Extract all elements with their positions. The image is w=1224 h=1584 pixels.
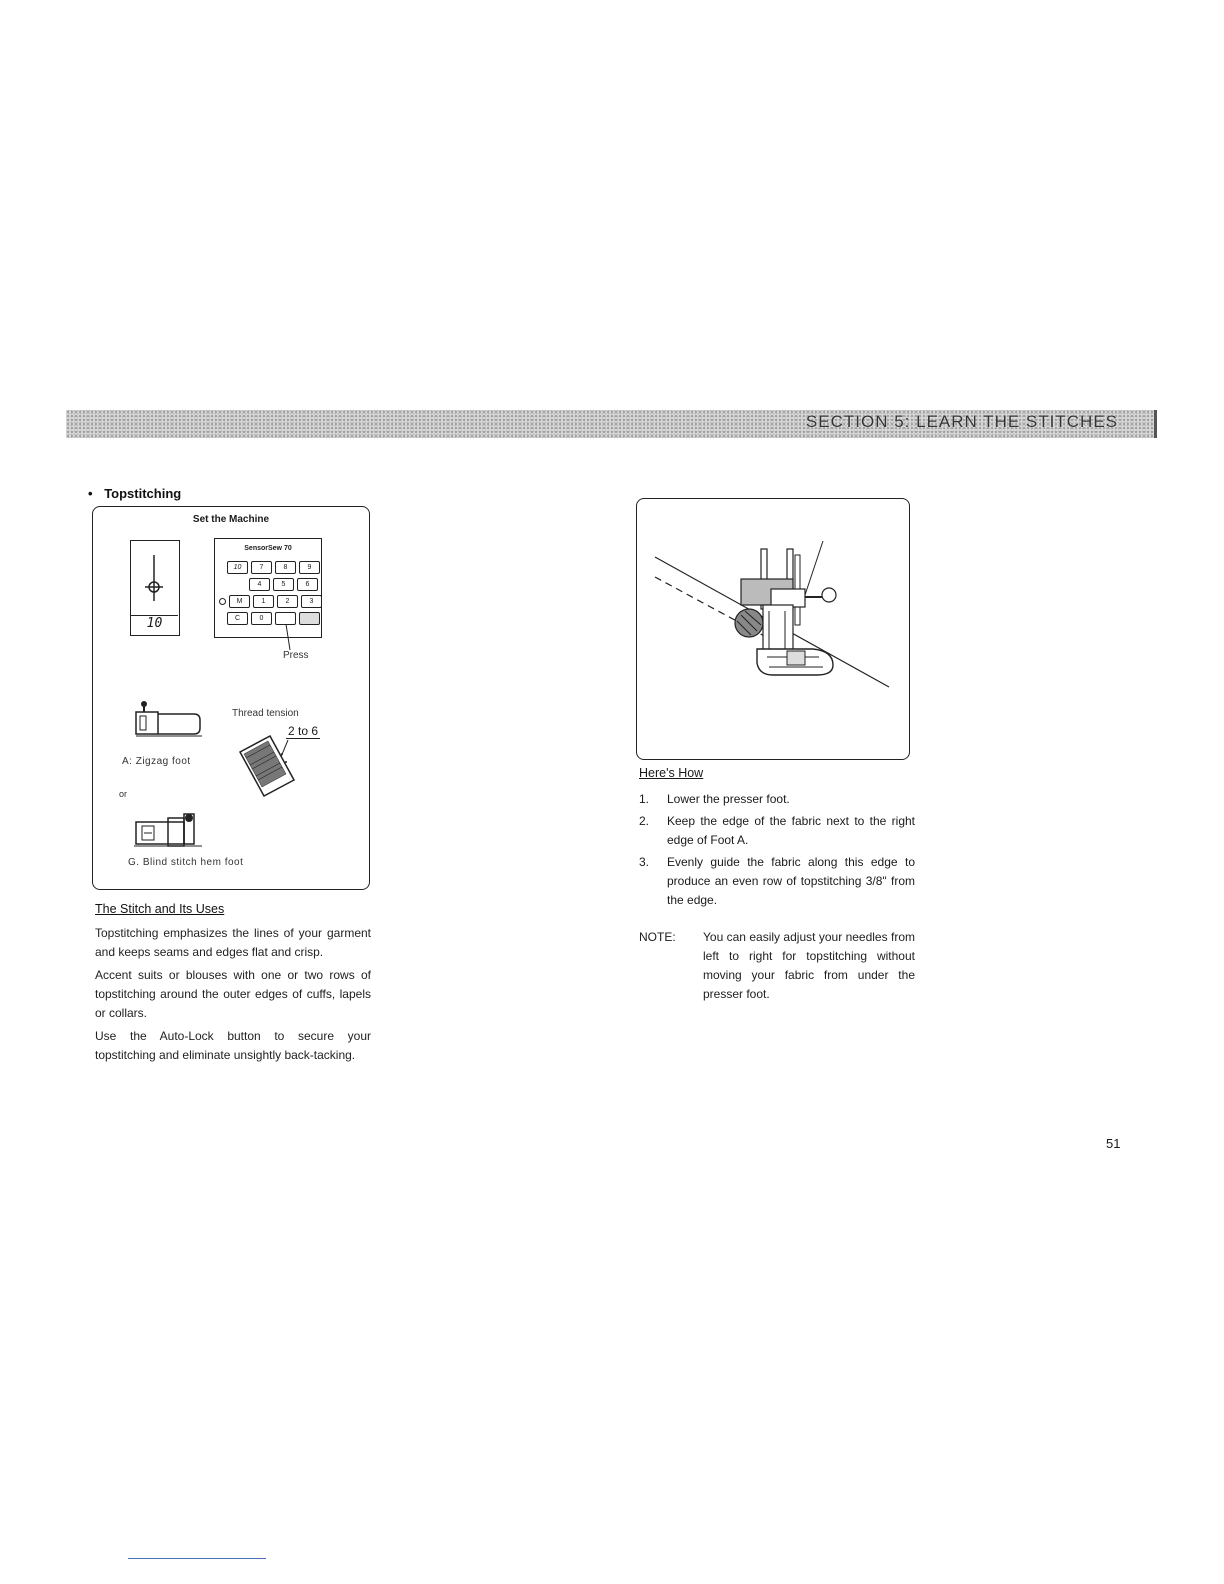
note-text: You can easily adjust your needles from left to right for topstitching without moving your fabric from under the presser foot. [703, 930, 915, 1001]
memory-key[interactable]: M [229, 595, 250, 608]
or-label: or [119, 789, 128, 799]
press-label: Press [283, 650, 309, 661]
zigzag-foot-icon [132, 700, 208, 740]
press-pointer-icon [280, 624, 300, 652]
step-item [639, 853, 915, 910]
note-block [639, 928, 915, 1004]
keypad-row-3 [219, 595, 322, 608]
step-number: 3. [639, 855, 650, 869]
keypad-key[interactable]: 2 [277, 595, 298, 608]
step-item [639, 790, 915, 809]
keypad-row-4 [227, 612, 320, 625]
foot-a-label: A: Zigzag foot [122, 756, 191, 767]
keypad-key[interactable]: 6 [297, 578, 318, 591]
setup-title: Set the Machine [192, 514, 270, 525]
stitch-uses-body [95, 924, 371, 1065]
keypad-key[interactable]: 4 [249, 578, 270, 591]
page-number: 51 [1106, 1136, 1121, 1151]
keypad-key[interactable]: 5 [273, 578, 294, 591]
mirror-key[interactable] [299, 612, 320, 625]
bullet: • [88, 486, 93, 501]
straight-stitch-icon [131, 541, 178, 615]
presser-foot-on-fabric-icon [637, 499, 909, 757]
step-number: 1. [639, 792, 650, 806]
keypad-key[interactable]: 0 [251, 612, 272, 625]
paragraph: Use the Auto-Lock button to secure your topstitching and eliminate unsightly back-tacking. [95, 1029, 371, 1062]
step-text: Evenly guide the fabric along this edge to produce an even row of topstitching 3/8" from the edge. [667, 855, 915, 907]
step-text: Keep the edge of the fabric next to the right edge of Foot A. [667, 814, 915, 847]
indicator-light-icon [219, 598, 226, 605]
blind-stitch-hem-foot-icon [134, 810, 206, 850]
stitch-display [130, 540, 180, 636]
keypad-key[interactable]: 9 [299, 561, 320, 574]
stitch-uses-heading: The Stitch and Its Uses [95, 902, 225, 916]
stitch-number-display: 10 [131, 615, 178, 635]
heres-how-heading: Here's How [639, 766, 704, 780]
section-title: SECTION 5: LEARN THE STITCHES [805, 412, 1118, 431]
keypad-row-1 [227, 561, 320, 574]
clear-key[interactable]: C [227, 612, 248, 625]
footer-rule [128, 1558, 266, 1559]
steps-list [639, 790, 915, 913]
machine-keypad-panel [214, 538, 322, 638]
step-number: 2. [639, 814, 650, 828]
topic-heading [88, 486, 181, 501]
tension-dial-icon [230, 730, 310, 802]
keypad-key[interactable]: 3 [301, 595, 322, 608]
foot-g-label: G. Blind stitch hem foot [128, 857, 244, 868]
keypad-row-2 [249, 578, 318, 591]
keypad-key[interactable]: 10 [227, 561, 248, 574]
keypad-key[interactable]: 8 [275, 561, 296, 574]
tension-value: 2 to 6 [288, 724, 319, 738]
thread-tension-label: Thread tension [232, 708, 299, 719]
keypad-key[interactable]: 7 [251, 561, 272, 574]
topic-title: Topstitching [104, 486, 182, 501]
presser-foot-illustration [636, 498, 910, 760]
step-text: Lower the presser foot. [667, 792, 790, 806]
paragraph: Topstitching emphasizes the lines of your garment and keeps seams and edges flat and crisp. [95, 926, 371, 959]
step-item [639, 812, 915, 850]
keypad-brand: SensorSew 70 [244, 545, 292, 552]
keypad-key[interactable]: 1 [253, 595, 274, 608]
section-header-band [66, 410, 1157, 438]
note-label: NOTE: [639, 930, 676, 944]
paragraph: Accent suits or blouses with one or two rows of topstitching around the outer edges of cuffs, lapels or collars. [95, 968, 371, 1020]
